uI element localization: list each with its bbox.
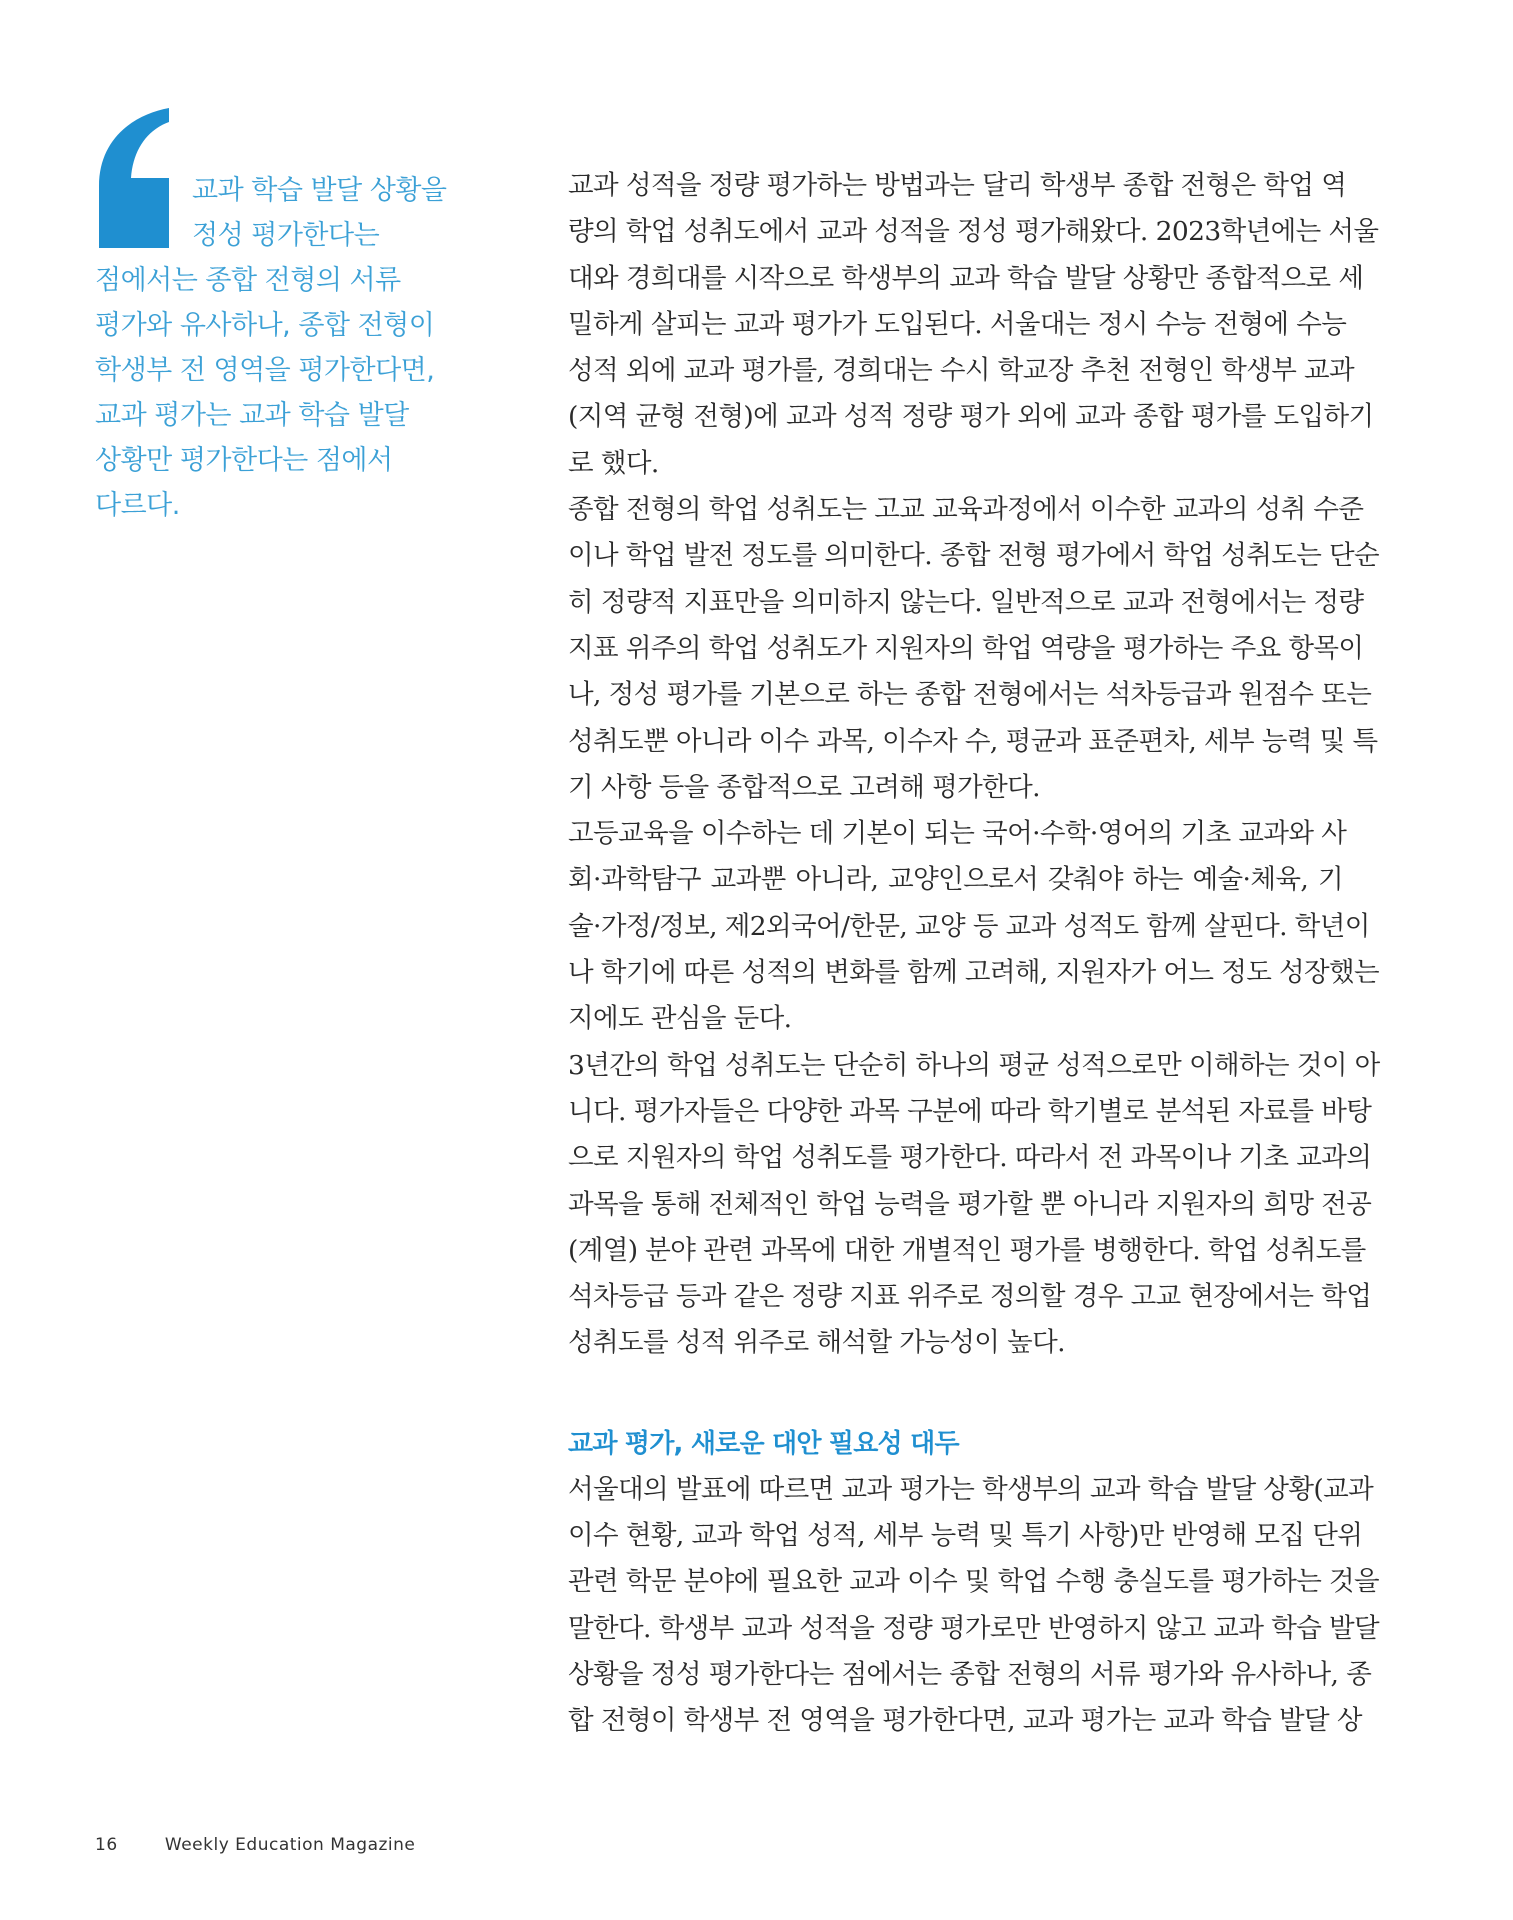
paragraph-line: 나, 정성 평가를 기본으로 하는 종합 전형에서는 석차등급과 원점수 또는 [568,679,1372,711]
paragraph-line: 과목을 통해 전체적인 학업 능력을 평가할 뿐 아니라 지원자의 희망 전공 [568,1188,1372,1220]
paragraph-line: 이나 학업 발전 정도를 의미한다. 종합 전형 평가에서 학업 성취도는 단순 [568,540,1380,572]
pull-quote-line: 상황만 평가한다는 점에서 [95,445,393,476]
pull-quote-line: 정성 평가한다는 [192,220,380,251]
paragraph-line: 말한다. 학생부 교과 성적을 정량 평가로만 반영하지 않고 교과 학습 발달 [568,1612,1380,1644]
article-paragraph [568,1467,1380,1745]
article-paragraph [568,487,1380,811]
paragraph-line: 성적 외에 교과 평가를, 경희대는 수시 학교장 추천 전형인 학생부 교과 [568,355,1355,387]
page-footer [95,1835,415,1855]
article-body [568,163,1380,1745]
paragraph-line: 나 학기에 따른 성적의 변화를 함께 고려해, 지원자가 어느 정도 성장했는 [568,957,1380,989]
paragraph-line: 관련 학문 분야에 필요한 교과 이수 및 학업 수행 충실도를 평가하는 것을 [568,1566,1380,1598]
paragraph-line: (계열) 분야 관련 과목에 대한 개별적인 평가를 병행한다. 학업 성취도를 [568,1234,1366,1266]
magazine-name: Weekly Education Magazine [164,1835,416,1855]
paragraph-line: 이수 현황, 교과 학업 성적, 세부 능력 및 특기 사항)만 반영해 모집 단위 [568,1520,1363,1552]
paragraph-line: 지에도 관심을 둔다. [568,1003,792,1035]
paragraph-line: 회·과학탐구 교과뿐 아니라, 교양인으로서 갖춰야 하는 예술·체육, 기 [568,864,1343,896]
pull-quote-line: 교과 학습 발달 상황을 [192,175,447,206]
paragraph-line: 성취도뿐 아니라 이수 과목, 이수자 수, 평균과 표준편차, 세부 능력 및 특 [568,725,1378,757]
pull-quote-line: 평가와 유사하나, 종합 전형이 [95,310,435,341]
page-number: 16 [95,1835,118,1855]
paragraph-line: 대와 경희대를 시작으로 학생부의 교과 학습 발달 상황만 종합적으로 세 [568,262,1364,294]
paragraph-line: (지역 균형 전형)에 교과 성적 정량 평가 외에 교과 종합 평가를 도입하기 [568,401,1374,433]
paragraph-line: 성취도를 성적 위주로 해석할 가능성이 높다. [568,1327,1065,1359]
paragraph-line: 상황을 정성 평가한다는 점에서는 종합 전형의 서류 평가와 유사하나, 종 [568,1658,1372,1690]
paragraph-line: 으로 지원자의 학업 성취도를 평가한다. 따라서 전 과목이나 기초 교과의 [568,1142,1372,1174]
article-paragraph [568,163,1379,487]
paragraph-line: 니다. 평가자들은 다양한 과목 구분에 따라 학기별로 분석된 자료를 바탕 [568,1095,1372,1127]
paragraph-line: 서울대의 발표에 따르면 교과 평가는 학생부의 교과 학습 발달 상황(교과 [568,1473,1374,1505]
paragraph-line: 종합 전형의 학업 성취도는 고교 교육과정에서 이수한 교과의 성취 수준 [568,494,1364,526]
paragraph-line: 고등교육을 이수하는 데 기본이 되는 국어·수학·영어의 기초 교과와 사 [568,818,1347,850]
paragraph-line: 히 정량적 지표만을 의미하지 않는다. 일반적으로 교과 전형에서는 정량 [568,586,1364,618]
pull-quote-line: 다르다. [95,490,180,521]
paragraph-line: 량의 학업 성취도에서 교과 성적을 정성 평가해왔다. 2023학년에는 서울 [568,216,1379,248]
paragraph-line: 기 사항 등을 종합적으로 고려해 평가한다. [568,771,1040,803]
paragraph-line: 로 했다. [568,447,659,479]
article-paragraph [568,811,1380,1042]
pull-quote-line: 학생부 전 영역을 평가한다면, [95,355,435,386]
paragraph-line: 지표 위주의 학업 성취도가 지원자의 학업 역량을 평가하는 주요 항목이 [568,632,1364,664]
pull-quote [95,168,475,528]
pull-quote-line: 점에서는 종합 전형의 서류 [95,265,401,296]
article-paragraph [568,1043,1380,1367]
paragraph-line: 석차등급 등과 같은 정량 지표 위주로 정의할 경우 고교 현장에서는 학업 [568,1281,1372,1313]
pull-quote-line: 교과 평가는 교과 학습 발달 [95,400,409,431]
paragraph-line: 합 전형이 학생부 전 영역을 평가한다면, 교과 평가는 교과 학습 발달 상 [568,1705,1362,1737]
paragraph-line: 3년간의 학업 성취도는 단순히 하나의 평균 성적으로만 이해하는 것이 아 [568,1049,1380,1081]
paragraph-line: 밀하게 살피는 교과 평가가 도입된다. 서울대는 정시 수능 전형에 수능 [568,308,1347,340]
section-subheading: 교과 평가, 새로운 대안 필요성 대두 [568,1428,959,1459]
paragraph-line: 술·가정/정보, 제2외국어/한문, 교양 등 교과 성적도 함께 살핀다. 학년이 [568,910,1370,942]
paragraph-line: 교과 성적을 정량 평가하는 방법과는 달리 학생부 종합 전형은 학업 역 [568,170,1347,201]
